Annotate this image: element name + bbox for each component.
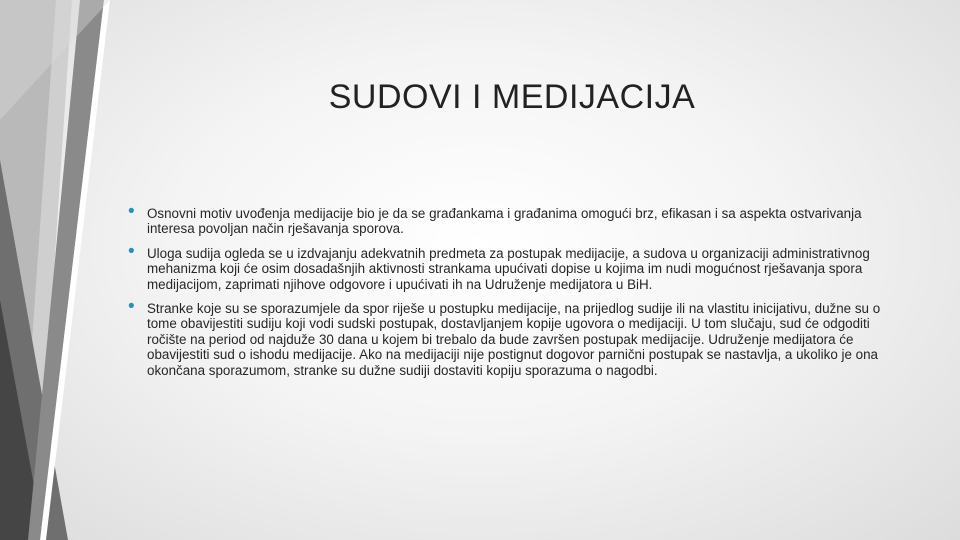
bullet-text: Stranke koje su se sporazumjele da spor riješe u postupku medijacije, na prijedlog sudije ili na vlastitu inicijativu, dužne su o tome obavijestiti sudiju koji vodi sudski postupak, dostavljanjem kopije ugovora o medijaciji. U tom slučaju, sud će odgoditi ročište na period od najduže 30 dana u kojem bi trebalo da bude završen postupak medijacije. Udruženje medijatora će obavijestiti sud o ishodu medijacije. Ako na medijaciji nije postignut dogovor parnični postupak se nastavlja, a ukoliko je ona okončana sporazumom, stranke su dužne sudiji dostaviti kopiju sporazuma o nagodbi. xyxy=(147,301,881,378)
bullet-text: Uloga sudija ogleda se u izdvajanju adekvatnih predmeta za postupak medijacije, a sudova u organizaciji administrativnog mehanizma koji će osim dosadašnjih aktivnosti strankama upućivati dopise u kojima im nudi mogućnost rješavanja spora medijacijom, zaprimati njihove odgovore i upućivati ih na Udruženje medijatora u BiH. xyxy=(147,245,870,292)
bullet-text: Osnovni motiv uvođenja medijacije bio je da se građankama i građanima omogući brz, efikasan i sa aspekta ostvarivanja interesa povoljan način rješavanja sporova. xyxy=(147,206,862,237)
bullet-item xyxy=(128,240,903,292)
slide-title: SUDOVI I MEDIJACIJA xyxy=(328,78,696,116)
bullet-list xyxy=(128,201,903,378)
bullet-item xyxy=(128,296,903,378)
bullet-item xyxy=(128,201,903,237)
bullet-dot-icon: • xyxy=(128,296,135,318)
bullet-dot-icon: • xyxy=(128,201,135,222)
bullet-dot-icon: • xyxy=(128,240,135,262)
